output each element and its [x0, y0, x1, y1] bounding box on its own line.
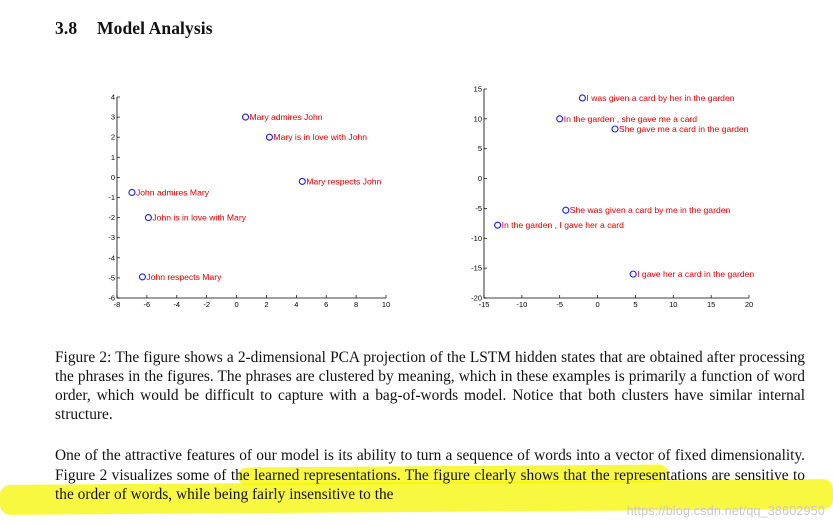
x-tick-label: -6: [143, 300, 151, 309]
x-tick-label: 8: [354, 300, 359, 309]
data-point-label: Mary is in love with John: [273, 132, 368, 143]
data-point-label: John admires Mary: [135, 187, 210, 198]
data-point-label: I gave her a card in the garden: [637, 269, 755, 280]
data-point-marker: [495, 222, 501, 228]
data-point-label: She was given a card by me in the garden: [569, 205, 731, 216]
y-tick-label: 10: [473, 114, 482, 124]
y-tick-label: 2: [110, 132, 115, 142]
x-tick-label: -8: [113, 300, 121, 309]
data-point-label: In the garden , I gave her a card: [501, 220, 624, 231]
y-tick-label: 0: [110, 172, 115, 182]
y-tick-label: -2: [108, 213, 115, 223]
y-tick-label: 1: [110, 152, 115, 162]
data-point-marker: [579, 95, 585, 101]
x-tick-label: -15: [478, 300, 490, 309]
data-point-label: She gave me a card in the garden: [618, 124, 749, 135]
data-point-marker: [563, 207, 569, 213]
y-tick-label: -20: [471, 293, 482, 303]
y-tick-label: -10: [471, 233, 482, 243]
data-point-marker: [630, 271, 636, 277]
data-point-marker: [612, 126, 618, 132]
body-paragraph: One of the attractive features of our model is its ability to turn a sequence of words into a vector of fixed dimensionality. Figure 2 visualizes some of the learned representations. The figure clearly shows that the representations are sensitive to the order of words, while being fairly insensitive to the: [55, 447, 805, 503]
figure-caption: [55, 348, 805, 424]
x-tick-label: 20: [744, 300, 754, 309]
x-tick-label: 6: [324, 300, 329, 309]
watermark: https://blog.csdn.net/qq_38602950: [626, 504, 825, 518]
data-point-label: I was given a card by her in the garden: [586, 92, 735, 103]
y-tick-label: -3: [108, 233, 115, 243]
y-tick-label: -6: [108, 293, 115, 303]
x-tick-label: -4: [173, 300, 181, 309]
data-point-label: John is in love with Mary: [152, 212, 247, 223]
data-point-label: In the garden , she gave me a card: [563, 113, 698, 124]
x-tick-label: 10: [381, 300, 391, 309]
section-number: 3.8: [55, 18, 78, 38]
data-point-label: Mary admires John: [249, 112, 323, 123]
data-point-marker: [557, 116, 563, 122]
y-tick-label: 3: [110, 112, 115, 122]
x-tick-label: -5: [556, 300, 564, 309]
y-tick-label: 0: [477, 174, 482, 184]
x-tick-label: 5: [633, 300, 638, 309]
caption-label: Figure 2:: [55, 349, 112, 366]
x-tick-label: 15: [706, 300, 716, 309]
x-tick-label: 4: [294, 300, 299, 309]
y-tick-label: -5: [475, 203, 482, 213]
data-point-label: John respects Mary: [146, 271, 222, 282]
x-tick-label: 0: [595, 300, 600, 309]
section-title: Model Analysis: [97, 18, 213, 38]
x-tick-label: -10: [516, 300, 528, 309]
data-point-label: Mary respects John: [306, 176, 382, 187]
y-tick-label: -4: [108, 253, 115, 263]
y-tick-label: 4: [110, 92, 115, 102]
x-tick-label: 0: [234, 300, 239, 309]
caption-text: The figure shows a 2-dimensional PCA projection of the LSTM hidden states that are obtained after processing the phrases in the figures. The phrases are clustered by meaning, which in these examples is primarily a function of word order, which would be difficult to capture with a bag-of-words model. Notice that both clusters have similar internal structure.: [55, 349, 805, 423]
y-tick-label: -5: [108, 273, 115, 283]
y-tick-label: 5: [477, 144, 482, 154]
y-tick-label: 15: [473, 84, 482, 94]
x-tick-label: -2: [203, 300, 211, 309]
y-tick-label: -15: [471, 263, 482, 273]
x-tick-label: 2: [264, 300, 269, 309]
x-tick-label: 10: [669, 300, 678, 309]
y-tick-label: -1: [108, 193, 115, 202]
